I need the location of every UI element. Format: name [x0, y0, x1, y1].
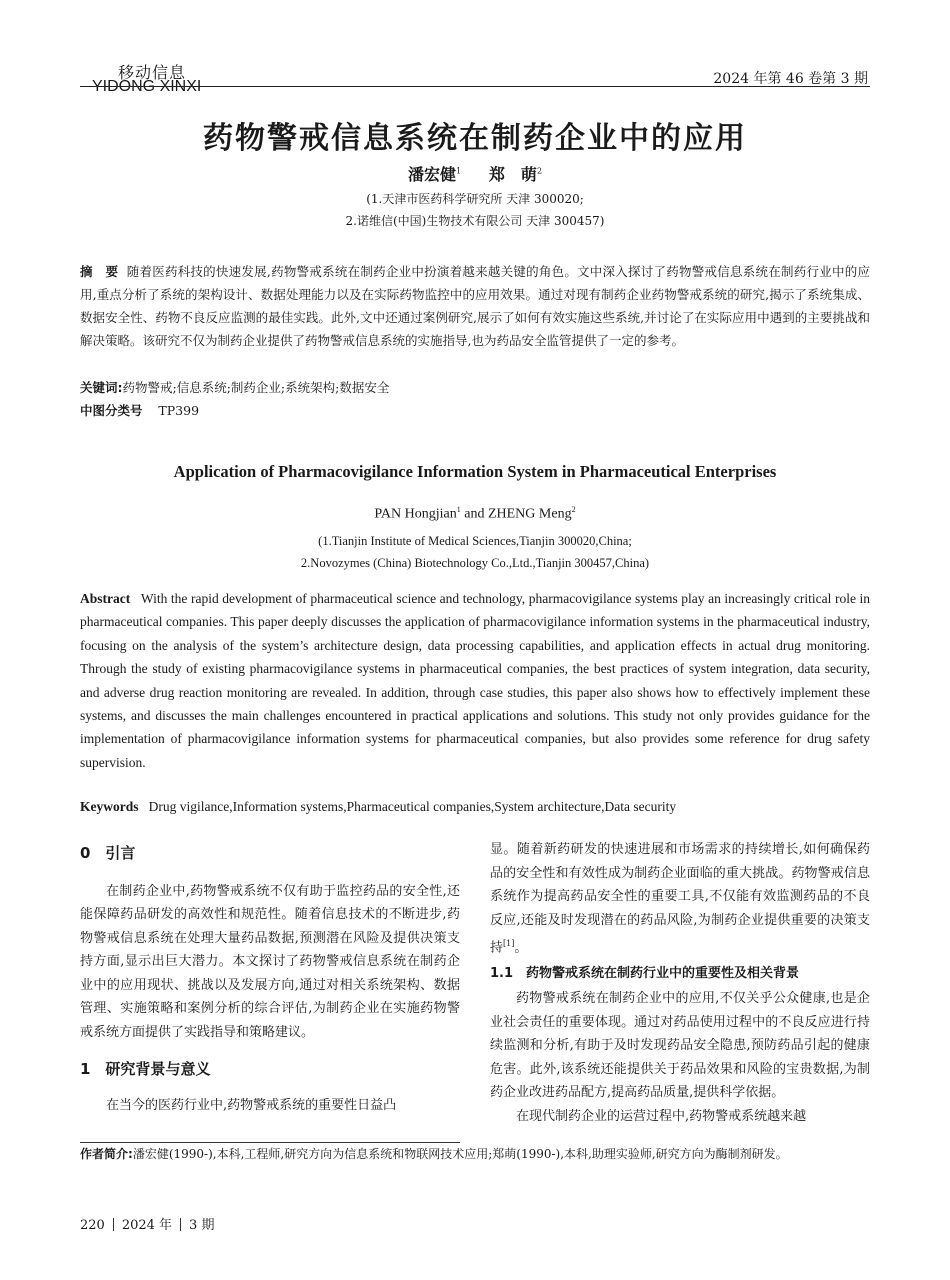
citation-ref[interactable]: [1]	[503, 939, 515, 948]
section-1-paragraph-end: 。	[514, 940, 528, 956]
affiliation-line-2: 2.诺维信(中国)生物技术有限公司 天津 300457)	[345, 214, 605, 228]
author-2-en-affil: 2	[571, 505, 576, 514]
abstract-en	[80, 587, 870, 774]
paper-title: 药物警戒信息系统在制药企业中的应用	[203, 121, 747, 156]
page-number: 220	[80, 1218, 105, 1233]
abstract-en-label: Abstract	[80, 591, 131, 606]
footer-separator	[113, 1218, 114, 1231]
author-1-en-affil: 1	[456, 505, 461, 514]
keywords-en-label: Keywords	[80, 799, 139, 814]
section-1-1-paragraph-1: 药物警戒系统在制药企业中的应用,不仅关乎公众健康,也是企业社会责任的重要体现。通过对药品使用过程中的不良反应进行持续监测和分析,有助于及时发现药品安全隐患,预防药品引起的健康危害。此外,该系统还能提供关于药品效果和风险的宝贵数据,为制药企业改进药品配方,提高药品质量,提供科学依据。	[490, 991, 870, 1101]
author-footnote	[80, 1143, 870, 1165]
journal-name-en: YIDONG XINXI	[92, 78, 202, 95]
abstract-cn-label: 摘 要	[80, 264, 119, 279]
affiliation-en-line-2: 2.Novozymes (China) Biotechnology Co.,Ltd.,Tianjin 300457,China)	[300, 556, 650, 570]
column-left	[80, 842, 460, 1117]
abstract-cn-text: 随着医药科技的快速发展,药物警戒系统在制药企业中扮演着越来越关键的角色。文中深入探讨了药物警戒信息系统在制药行业中的应用,重点分析了系统的架构设计、数据处理能力以及在实际药物监控中的应用效果。通过对现有制药企业药物警戒系统的研究,揭示了系统集成、数据安全性、药物不良反应监测的最佳实践。此外,文中还通过案例研究,展示了如何有效实施这些系统,并讨论了在实际应用中遇到的主要挑战和解决策略。该研究不仅为制药企业提供了药物警戒信息系统的实施指导,也为药品安全监管提供了一定的参考。	[80, 264, 870, 348]
authors-en	[0, 505, 950, 523]
footnote-text: 潘宏健(1990-),本科,工程师,研究方向为信息系统和物联网技术应用;郑萌(1990-),本科,助理实验师,研究方向为酶制剂研发。	[132, 1147, 788, 1161]
issue-info: 2024 年第 46 卷第 3 期	[713, 71, 868, 87]
column-right	[490, 838, 870, 1128]
clc-value: TP399	[158, 403, 200, 418]
author-2-affil: 2	[536, 166, 543, 176]
page-footer	[80, 1214, 214, 1233]
paper-title-en: Application of Pharmacovigilance Information System in Pharmaceutical Enterprises	[173, 462, 777, 481]
footer-separator	[180, 1218, 181, 1231]
author-1-en: PAN Hongjian	[374, 506, 457, 522]
section-1-1-title: 1.1 药物警戒系统在制药行业中的重要性及相关背景	[490, 965, 800, 981]
affiliation-en-line-1: (1.Tianjin Institute of Medical Sciences,Tianjin 300020,China;	[318, 534, 632, 548]
author-2: 郑 萌	[488, 165, 537, 184]
clc-label: 中图分类号	[80, 403, 143, 418]
abstract-cn	[80, 260, 870, 352]
authors-cn	[0, 162, 950, 185]
header-rule	[80, 86, 870, 87]
section-1-paragraph-start: 在当今的医药行业中,药物警戒系统的重要性日益凸	[106, 1097, 397, 1113]
author-1-affil: 1	[455, 166, 462, 176]
section-0-paragraph: 在制药企业中,药物警戒系统不仅有助于监控药品的安全性,还能保障药品研发的高效性和规范性。随着信息技术的不断进步,药物警戒信息系统在处理大量药品数据,预测潜在风险及提供决策支持方面,显示出巨大潜力。本文探讨了药物警戒信息系统在制药企业中的应用现状、挑战以及发展方向,通过对相关系统架构、数据管理、实施策略和案例分析的综合评估,为制药企业在实施药物警戒系统方面提供了实践指导和策略建议。	[80, 883, 460, 1040]
section-1-paragraph-cont-text: 显。随着新药研发的快速进展和市场需求的持续增长,如何确保药品的安全性和有效性成为制药企业面临的重大挑战。药物警戒信息系统作为提高药品安全性的重要工具,不仅能有效监测药品的不良反应,还能及时发现潜在的药品风险,为制药企业提供重要的决策支持	[490, 842, 870, 956]
keywords-en	[80, 795, 870, 818]
abstract-en-text: With the rapid development of pharmaceutical science and technology, pharmacovigilance systems play an increasingly critical role in pharmaceutical companies. This paper deeply discusses the application of pharmacovigilance information systems in the pharmaceutical industry, focusing on the analysis of the system’s architecture design, data processing capabilities, and application effects in actual drug monitoring. Through the study of existing pharmacovigilance systems in pharmaceutical companies, the best practices of system integration, data security, and adverse drug reaction monitoring are revealed. In addition, through case studies, this paper also shows how to effectively implement these systems, and discusses the main challenges encountered in practical applications and solutions. This study not only provides guidance for the implementation of pharmacovigilance information systems for pharmaceutical companies, but also provides some reference for drug safety supervision.	[80, 591, 871, 770]
section-1-1-paragraph-2: 在现代制药企业的运营过程中,药物警戒系统越来越	[516, 1108, 807, 1124]
keywords-cn	[80, 376, 870, 399]
author-2-en: ZHENG Meng	[487, 506, 572, 522]
author-1: 潘宏健	[407, 165, 456, 184]
section-0-title: 0 引言	[80, 844, 136, 862]
affiliation-line-1: (1.天津市医药科学研究所 天津 300020;	[366, 192, 584, 206]
footer-issue: 3 期	[189, 1218, 215, 1233]
footnote-label: 作者简介:	[80, 1147, 133, 1161]
section-1-title: 1 研究背景与意义	[80, 1060, 211, 1078]
authors-en-and: and	[464, 506, 485, 522]
keywords-cn-text: 药物警戒;信息系统;制药企业;系统架构;数据安全	[122, 380, 390, 395]
footer-year: 2024 年	[121, 1218, 173, 1233]
journal-name-cn: 移动信息	[118, 63, 187, 82]
section-1-paragraph-cont	[490, 838, 870, 960]
clc-number	[80, 399, 870, 422]
keywords-en-text: Drug vigilance,Information systems,Pharmaceutical companies,System architecture,Data security	[148, 799, 677, 814]
keywords-cn-label: 关键词:	[80, 380, 123, 395]
